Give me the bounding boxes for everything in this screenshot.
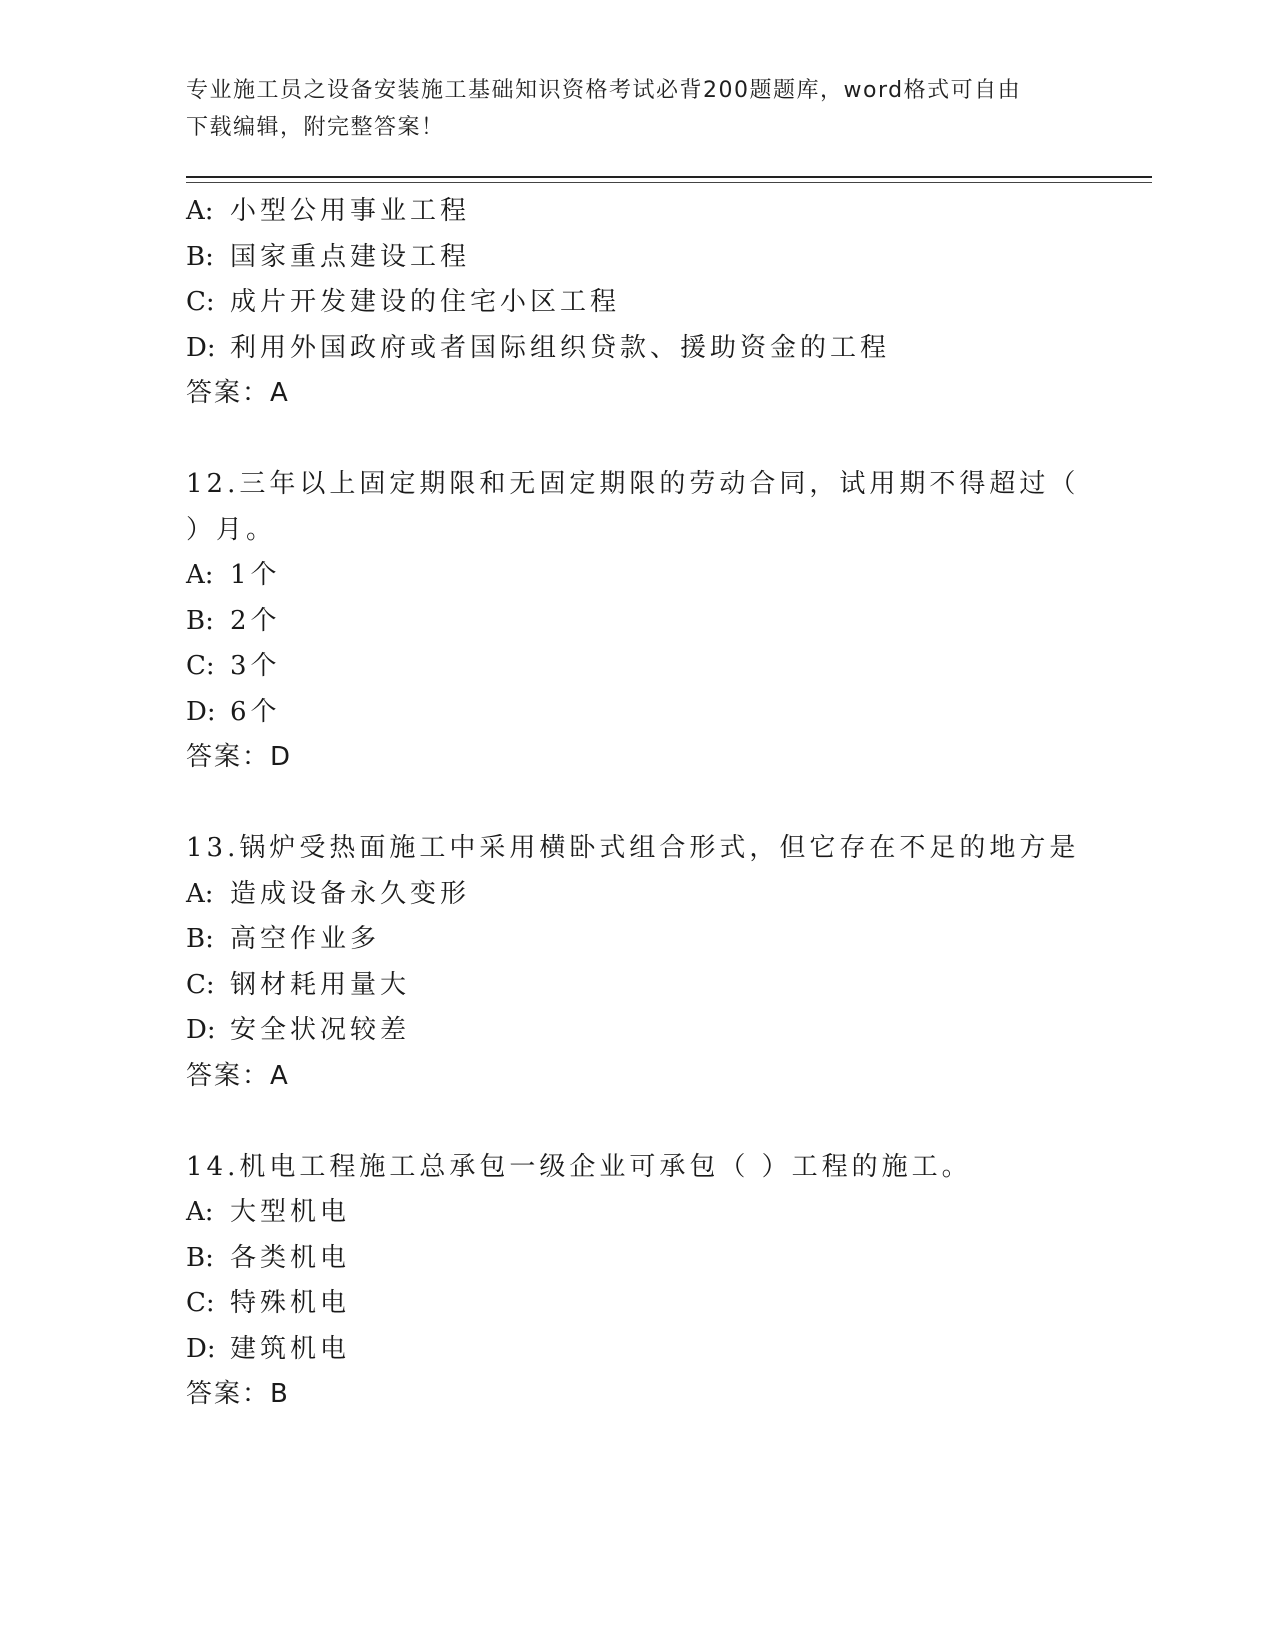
- option-c: C: 成片开发建设的住宅小区工程: [186, 287, 621, 317]
- answer: 答案：B: [186, 1379, 290, 1409]
- option-d: D: 6个: [186, 696, 281, 727]
- header-divider-thin: [186, 182, 1152, 183]
- option-d: D: 利用外国政府或者国际组织贷款、援助资金的工程: [186, 332, 891, 363]
- header-divider: [186, 176, 1152, 178]
- option-a: A: 造成设备永久变形: [186, 878, 471, 909]
- option-d: D: 建筑机电: [186, 1333, 351, 1364]
- option-b: B: 各类机电: [186, 1242, 351, 1273]
- answer: 答案：A: [186, 378, 290, 408]
- option-a: A: 小型公用事业工程: [186, 196, 471, 226]
- option-b: B: 高空作业多: [186, 924, 381, 954]
- option-b: B: 2个: [186, 605, 281, 636]
- question-content: [186, 189, 1146, 1418]
- spacer: [186, 417, 1146, 463]
- question-13: [186, 826, 1146, 1099]
- question-stem: 13.锅炉受热面施工中采用横卧式组合形式，但它存在不足的地方是: [186, 833, 1080, 863]
- option-c: C: 3个: [186, 651, 281, 681]
- answer: 答案：A: [186, 1060, 290, 1091]
- header-line-1: 专业施工员之设备安装施工基础知识资格考试必背200题题库，word格式可自由: [186, 78, 1022, 103]
- option-b: B: 国家重点建设工程: [186, 241, 471, 272]
- question-stem: 14.机电工程施工总承包一级企业可承包（ ）工程的施工。: [186, 1151, 972, 1182]
- header-line-2: 下载编辑，附完整答案！: [186, 115, 445, 140]
- question-14: [186, 1145, 1146, 1418]
- option-c: C: 特殊机电: [186, 1288, 351, 1318]
- option-a: A: 大型机电: [186, 1197, 351, 1227]
- question-12: [186, 462, 1146, 781]
- question-11: [186, 189, 1146, 417]
- question-stem-continued: ）月。: [186, 514, 277, 545]
- document-header: [186, 72, 1066, 146]
- option-d: D: 安全状况较差: [186, 1015, 411, 1045]
- option-c: C: 钢材耗用量大: [186, 969, 411, 1000]
- option-a: A: 1个: [186, 560, 281, 590]
- spacer: [186, 781, 1146, 827]
- spacer: [186, 1099, 1146, 1145]
- answer: 答案：D: [186, 742, 293, 772]
- question-stem: 12.三年以上固定期限和无固定期限的劳动合同，试用期不得超过（: [186, 469, 1080, 499]
